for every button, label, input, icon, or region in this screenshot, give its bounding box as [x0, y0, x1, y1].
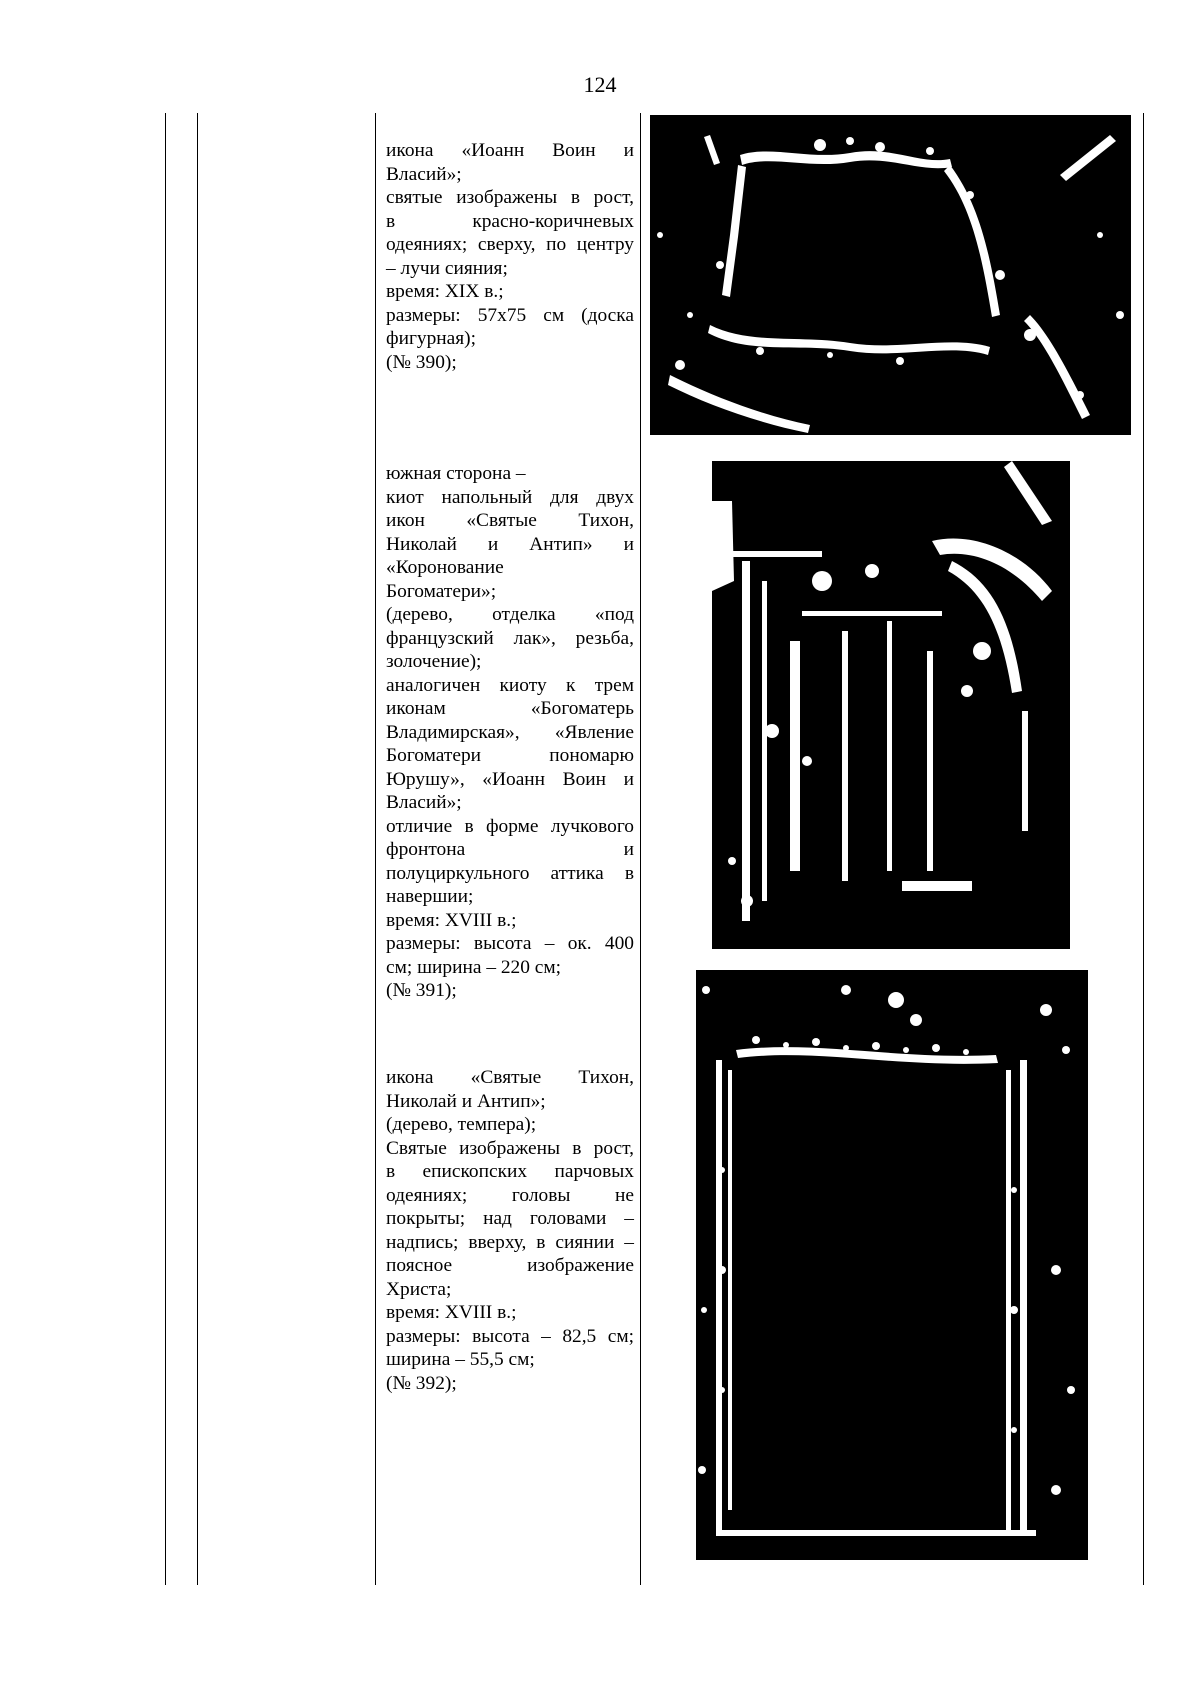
- text-line: Юрушу», «Иоанн Воин и: [386, 768, 634, 790]
- text-line: размеры: высота – ок. 400: [386, 933, 634, 954]
- text-line: (№ 392);: [386, 1372, 457, 1394]
- text-line: (дерево, темпера);: [386, 1114, 537, 1135]
- table-border-right: [1143, 113, 1144, 1585]
- text-line: отличие в форме лучкового: [386, 815, 634, 837]
- text-line: навершии;: [386, 886, 474, 907]
- text-line: полуциркульного аттика в: [386, 862, 634, 884]
- text-line: Христа;: [386, 1278, 452, 1300]
- entry-392-description: [386, 1066, 634, 1395]
- text-line: золочение);: [386, 651, 482, 672]
- text-line: см; ширина – 220 см;: [386, 956, 562, 978]
- entry-391-description: [386, 462, 634, 1003]
- text-line: икон «Святые Тихон,: [386, 510, 634, 531]
- text-line: иконам «Богоматерь: [386, 698, 634, 719]
- text-line: Святые изображены в рост,: [386, 1137, 634, 1159]
- text-line: французский лак», резьба,: [386, 627, 634, 649]
- text-line: – лучи сияния;: [386, 257, 508, 279]
- text-line: икона «Святые Тихон,: [386, 1067, 634, 1088]
- text-line: (№ 390);: [386, 351, 457, 373]
- text-line: поясное изображение: [386, 1255, 634, 1276]
- text-line: святые изображены в рост,: [386, 187, 634, 208]
- text-line: икона «Иоанн Воин и: [386, 140, 634, 161]
- icon-photo-390: [650, 115, 1131, 435]
- text-line: надпись; вверху, в сиянии –: [386, 1231, 634, 1253]
- text-line: покрыты; над головами –: [386, 1208, 634, 1229]
- page-number: 124: [583, 72, 617, 97]
- entry-390-description: [386, 139, 634, 374]
- text-line: одеяниях; сверху, по центру: [386, 234, 634, 255]
- text-line: Николай и Антип»;: [386, 1090, 546, 1112]
- text-line: Николай и Антип» и: [386, 533, 634, 555]
- text-line: (дерево, отделка «под: [386, 604, 634, 625]
- text-line: фигурная);: [386, 328, 477, 349]
- text-line: Богоматери»;: [386, 580, 497, 602]
- text-line: южная сторона –: [386, 463, 526, 484]
- text-line: размеры: 57х75 см (доска: [386, 304, 634, 326]
- text-line: (№ 391);: [386, 980, 457, 1001]
- text-line: время: XIX в.;: [386, 281, 504, 302]
- text-line: ширина – 55,5 см;: [386, 1349, 535, 1370]
- text-line: в красно-коричневых: [386, 210, 634, 232]
- text-line: в епископских парчовых: [386, 1161, 634, 1182]
- table-border-left: [165, 113, 166, 1585]
- table-column-divider-1: [197, 113, 198, 1585]
- kiot-photo-391: [712, 461, 1070, 949]
- table-column-divider-3: [640, 113, 641, 1585]
- text-line: время: XVIII в.;: [386, 1302, 517, 1323]
- text-line: Власий»;: [386, 792, 462, 813]
- text-line: Богоматери пономарю: [386, 745, 634, 766]
- text-line: одеяниях; головы не: [386, 1184, 634, 1206]
- text-line: размеры: высота – 82,5 см;: [386, 1325, 634, 1347]
- icon-photo-392: [696, 970, 1088, 1560]
- text-line: аналогичен киоту к трем: [386, 674, 634, 696]
- text-line: Власий»;: [386, 163, 462, 185]
- text-line: Владимирская», «Явление: [386, 721, 634, 743]
- text-line: фронтона и: [386, 839, 634, 860]
- text-line: киот напольный для двух: [386, 486, 634, 508]
- text-line: «Коронование: [386, 557, 504, 578]
- text-line: время: XVIII в.;: [386, 909, 517, 931]
- table-column-divider-2: [375, 113, 376, 1585]
